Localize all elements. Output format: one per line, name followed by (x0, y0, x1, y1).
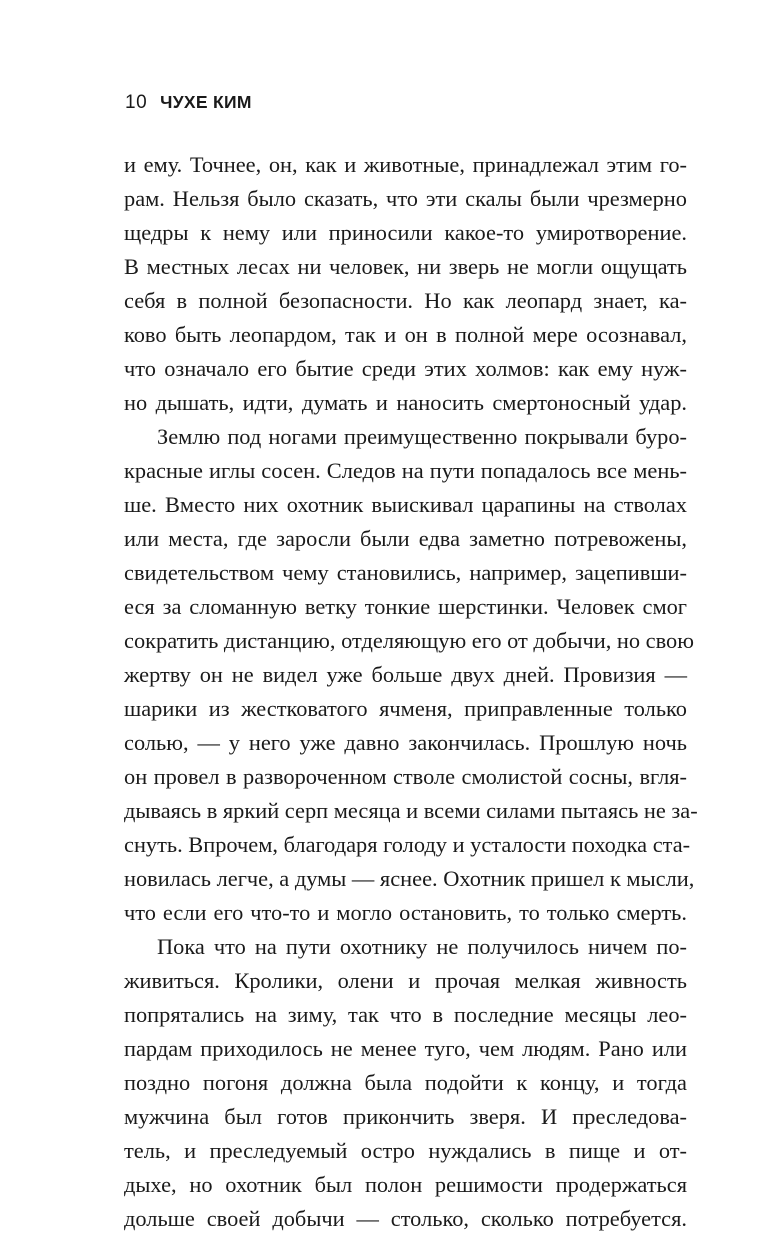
text-line: ше. Вместо них охотник выискивал царапины на стволах (124, 492, 687, 517)
text-line: мужчина был готов прикончить зверя. И преследова- (124, 1104, 687, 1129)
text-line: что означало его бытие среди этих холмов: как ему нуж- (124, 356, 687, 381)
text-line: солью, — у него уже давно закончилась. Прошлую ночь (124, 730, 687, 755)
text-line: дыхе, но охотник был полон решимости продержаться (124, 1172, 687, 1197)
text-line: Землю под ногами преимущественно покрывали буро- (157, 424, 687, 449)
paragraph-1 (124, 148, 687, 420)
text-line: тель, и преследуемый остро нуждались в пище и от- (124, 1138, 687, 1163)
text-line: ково быть леопардом, так и он в полной мере осознавал, (124, 322, 687, 347)
text-line: он провел в развороченном стволе смолистой сосны, вгля- (124, 764, 687, 789)
text-line: и ему. Точнее, он, как и животные, принадлежал этим го- (124, 152, 687, 177)
text-line: попрятались на зиму, так что в последние месяцы лео- (124, 1002, 687, 1027)
text-line: что если его что-то и могло остановить, то только смерть. (124, 900, 687, 925)
text-line: снуть. Впрочем, благодаря голоду и усталости походка ста- (124, 832, 691, 857)
text-line: щедры к нему или приносили какое-то умиротворение. (124, 220, 687, 245)
text-line: поздно погоня должна была подойти к концу, и тогда (124, 1070, 687, 1095)
text-line: шарики из жестковатого ячменя, приправленные только (124, 696, 687, 721)
text-line: свидетельством чему становились, например, зацепивши- (124, 560, 687, 585)
text-line: Пока что на пути охотнику не получилось ничем по- (157, 934, 687, 959)
text-line: себя в полной безопасности. Но как леопард знает, ка- (124, 288, 687, 313)
text-line: рам. Нельзя было сказать, что эти скалы были чрезмерно (124, 186, 687, 211)
text-line: живиться. Кролики, олени и прочая мелкая живность (124, 968, 687, 993)
text-line: пардам приходилось не менее туго, чем людям. Рано или (124, 1036, 687, 1061)
paragraph-3 (124, 930, 687, 1236)
text-line: или места, где заросли были едва заметно потревожены, (124, 526, 687, 551)
text-line: жертву он не видел уже больше двух дней. Провизия — (124, 662, 687, 687)
page-header (125, 92, 252, 120)
text-line: еся за сломанную ветку тонкие шерстинки. Человек смог (124, 594, 687, 619)
text-line: сократить дистанцию, отделяющую его от добычи, но свою (124, 628, 694, 653)
paragraph-2 (124, 420, 698, 930)
text-line: новилась легче, а думы — яснее. Охотник пришел к мысли, (124, 866, 695, 891)
text-line: красные иглы сосен. Следов на пути попадалось все мень- (124, 458, 687, 483)
text-line: но дышать, идти, думать и наносить смертоносный удар. (124, 390, 687, 415)
text-line: дываясь в яркий серп месяца и всеми силами пытаясь не за- (124, 798, 698, 823)
running-head: ЧУХЕ КИМ (160, 92, 252, 112)
text-line: В местных лесах ни человек, ни зверь не могли ощущать (124, 254, 687, 279)
text-line: дольше своей добычи — столько, сколько потребуется. (124, 1206, 687, 1231)
page-number: 10 (125, 92, 148, 113)
body-text (124, 148, 698, 1236)
